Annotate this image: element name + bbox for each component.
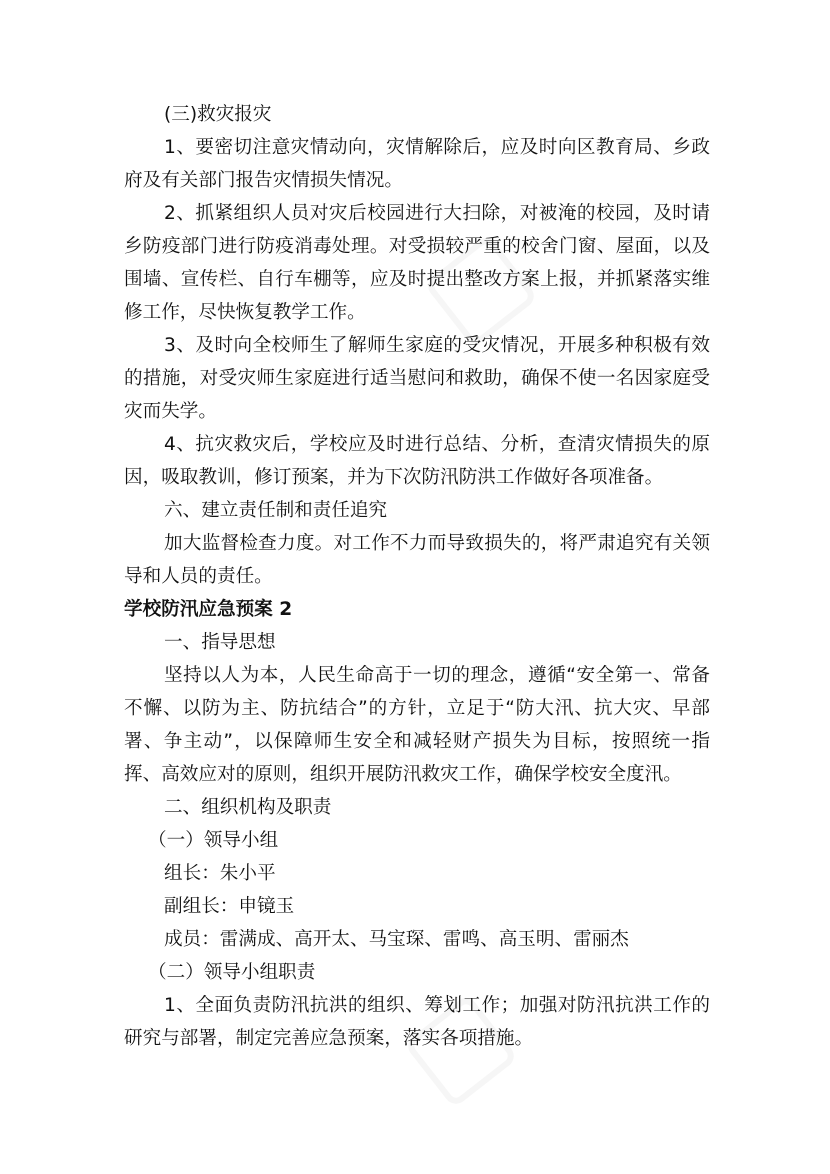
section-heading-organization: 二、组织机构及职责 xyxy=(164,797,332,818)
paragraph-guiding-ideology: 坚持以人为本，人民生命高于一切的理念，遵循“安全第一、常备不懈、以防为主、防抗结合”的方针，立足于“防大汛、抗大灾、早部署、争主动”，以保障师生安全和减轻财产损失为目标，按照统一指挥、高效应对的原则，组织开展防汛救灾工作，确保学校安全度汛。 xyxy=(124,665,710,785)
paragraph-disaster-report-heading: (三)救灾报灾 xyxy=(164,104,272,125)
paragraph-responsibility: 加大监督检查力度。对工作不力而导致损失的，将严肃追究有关领导和人员的责任。 xyxy=(124,533,710,587)
paragraph-item-2: 2、抓紧组织人员对灾后校园进行大扫除，对被淹的校园，及时请乡防疫部门进行防疫消毒处理。对受损较严重的校舍门窗、屋面，以及围墙、宣传栏、自行车棚等，应及时提出整改方案上报，并抓紧落实维修工作，尽快恢复教学工作。 xyxy=(124,203,710,323)
paragraph-item-1: 1、要密切注意灾情动向，灾情解除后，应及时向区教育局、乡政府及有关部门报告灾情损失情况。 xyxy=(124,137,710,191)
paragraph-deputy-leader: 副组长：申镜玉 xyxy=(164,896,295,917)
section-heading-responsibility: 六、建立责任制和责任追究 xyxy=(164,500,388,521)
section-heading-guiding-ideology: 一、指导思想 xyxy=(164,632,276,653)
paragraph-item-4: 4、抗灾救灾后，学校应及时进行总结、分析，查清灾情损失的原因，吸取教训，修订预案，并为下次防汛防洪工作做好各项准备。 xyxy=(124,434,710,488)
subsection-heading-leadership-duties: （二）领导小组职责 xyxy=(148,962,316,983)
subsection-heading-leadership-group: （一）领导小组 xyxy=(148,830,279,851)
paragraph-item-3: 3、及时向全校师生了解师生家庭的受灾情况，开展多种积极有效的措施，对受灾师生家庭进行适当慰问和救助，确保不使一名因家庭受灾而失学。 xyxy=(124,335,710,422)
document-title-plan-2: 学校防汛应急预案 2 xyxy=(124,599,293,620)
paragraph-group-leader: 组长：朱小平 xyxy=(164,863,276,884)
paragraph-duty-1: 1、全面负责防汛抗洪的组织、筹划工作；加强对防汛抗洪工作的研究与部署，制定完善应急预案，落实各项措施。 xyxy=(124,995,710,1049)
document-body xyxy=(124,98,710,1055)
paragraph-members: 成员：雷满成、高开太、马宝琛、雷鸣、高玉明、雷丽杰 xyxy=(164,929,629,950)
